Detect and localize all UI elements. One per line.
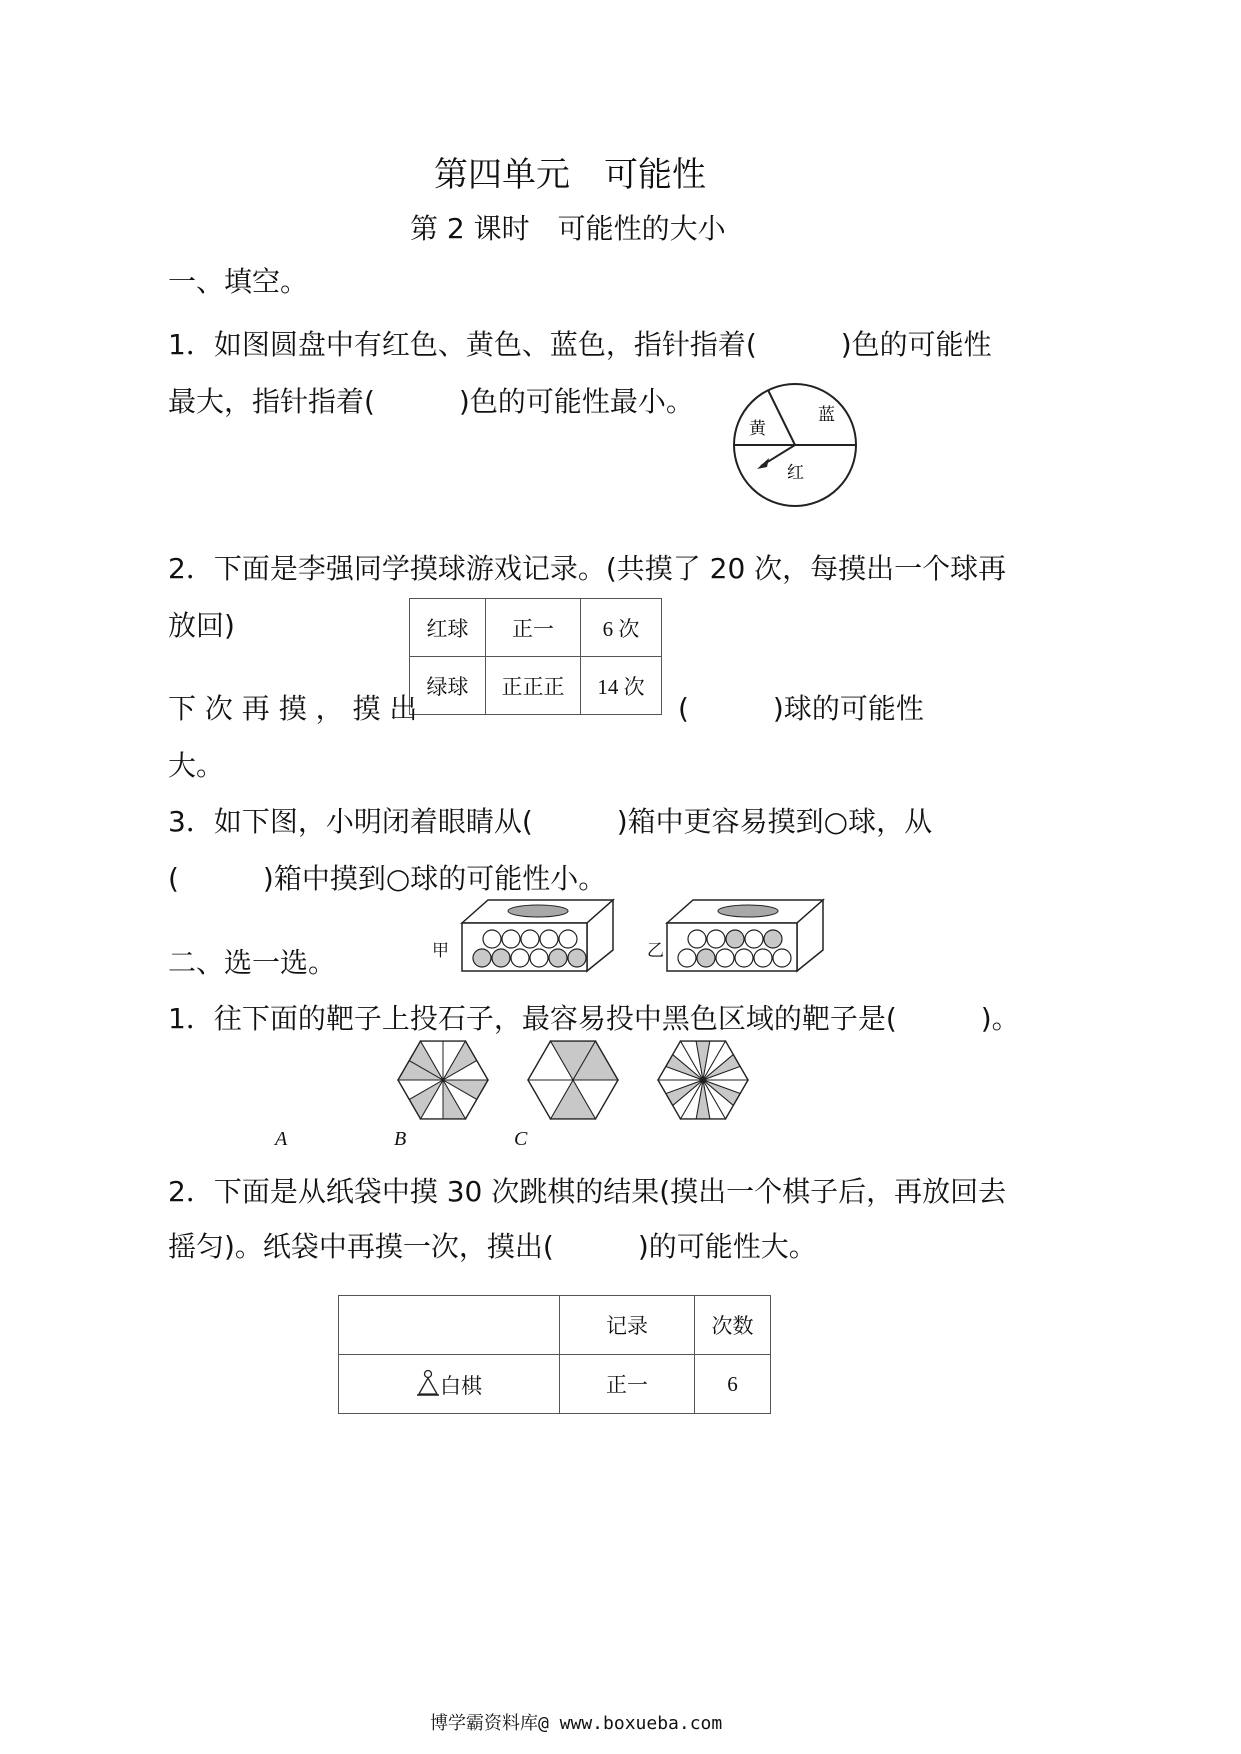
- ball: [492, 949, 510, 967]
- q5-line1: 2．下面是从纸袋中摸 30 次跳棋的结果(摸出一个棋子后，再放回去: [168, 1175, 1007, 1208]
- ball: [688, 930, 706, 948]
- ball: [549, 949, 567, 967]
- table-row: [339, 1296, 771, 1355]
- box-b: [663, 898, 828, 976]
- ball: [735, 949, 753, 967]
- target-c: [658, 1041, 748, 1119]
- chess-piece-icon: [416, 1369, 440, 1397]
- ball: [521, 930, 539, 948]
- table-cell: [339, 1355, 560, 1414]
- ball: [511, 949, 529, 967]
- page-title: 第四单元 可能性: [434, 155, 706, 195]
- table-cell: 6: [695, 1355, 771, 1414]
- ball: [473, 949, 491, 967]
- ball: [773, 949, 791, 967]
- ball: [754, 949, 772, 967]
- q5-line2: 摇匀)。纸袋中再摸一次，摸出( )的可能性大。: [168, 1230, 817, 1263]
- ball: [716, 949, 734, 967]
- table-cell: 红球: [410, 599, 486, 657]
- table-row: [410, 657, 662, 715]
- table-cell: 正一: [486, 599, 581, 657]
- q2-line2: 放回): [168, 609, 235, 642]
- box-a-label: 甲: [432, 941, 449, 961]
- table-cell: 绿球: [410, 657, 486, 715]
- ball: [502, 930, 520, 948]
- table-cell: 6 次: [581, 599, 662, 657]
- footer-watermark: 博学霸资料库@ www.boxueba.com: [430, 1713, 723, 1734]
- box-b-label: 乙: [647, 941, 664, 961]
- target-label-c: C: [514, 1128, 528, 1150]
- q4-line1: 1．往下面的靶子上投石子，最容易投中黑色区域的靶子是( )。: [168, 1002, 1020, 1035]
- ball: [559, 930, 577, 948]
- page-subtitle: 第 2 课时 可能性的大小: [410, 212, 726, 245]
- table-header-cell: 记录: [560, 1296, 695, 1355]
- ball: [764, 930, 782, 948]
- spinner-label-yellow: 黄: [749, 419, 766, 439]
- ball-record-table: [409, 598, 662, 715]
- box-a: [458, 898, 618, 976]
- ball: [530, 949, 548, 967]
- ball: [745, 930, 763, 948]
- ball: [726, 930, 744, 948]
- table-cell: 14 次: [581, 657, 662, 715]
- ball: [707, 930, 725, 948]
- q1-line1: 1．如图圆盘中有红色、黄色、蓝色，指针指着( )色的可能性: [168, 328, 992, 361]
- table-row: [339, 1355, 771, 1414]
- q1-line2: 最大，指针指着( )色的可能性最小。: [168, 385, 694, 418]
- q2-line4: 大。: [168, 749, 225, 782]
- table-cell: 正正正: [486, 657, 581, 715]
- section-heading-choose: 二、选一选。: [168, 946, 337, 979]
- chess-record-table: [338, 1295, 771, 1414]
- spinner-diagram: [725, 378, 865, 513]
- target-b: [528, 1041, 618, 1119]
- ball: [568, 949, 586, 967]
- ball: [678, 949, 696, 967]
- target-label-b: B: [394, 1128, 407, 1150]
- q2-line3-prefix: 下 次 再 摸 ， 摸 出: [168, 692, 418, 725]
- section-heading-fill: 一、填空。: [168, 265, 309, 298]
- ball: [540, 930, 558, 948]
- table-header-cell: [339, 1296, 560, 1355]
- spinner-label-blue: 蓝: [818, 405, 835, 425]
- q3-line2: ( )箱中摸到○球的可能性小。: [168, 862, 607, 895]
- q2-line1: 2．下面是李强同学摸球游戏记录。(共摸了 20 次，每摸出一个球再: [168, 552, 1007, 585]
- q3-line1: 3．如下图，小明闭着眼睛从( )箱中更容易摸到○球，从: [168, 805, 933, 838]
- table-row: [410, 599, 662, 657]
- table-header-cell: 次数: [695, 1296, 771, 1355]
- chess-piece-name: 白棋: [440, 1373, 482, 1398]
- q2-line3-suffix: ( )球的可能性: [678, 692, 924, 725]
- spinner-label-red: 红: [787, 463, 804, 483]
- target-a: [398, 1041, 488, 1119]
- targets: [390, 1034, 760, 1126]
- ball: [697, 949, 715, 967]
- ball: [483, 930, 501, 948]
- target-label-a: A: [275, 1128, 288, 1150]
- table-cell: 正一: [560, 1355, 695, 1414]
